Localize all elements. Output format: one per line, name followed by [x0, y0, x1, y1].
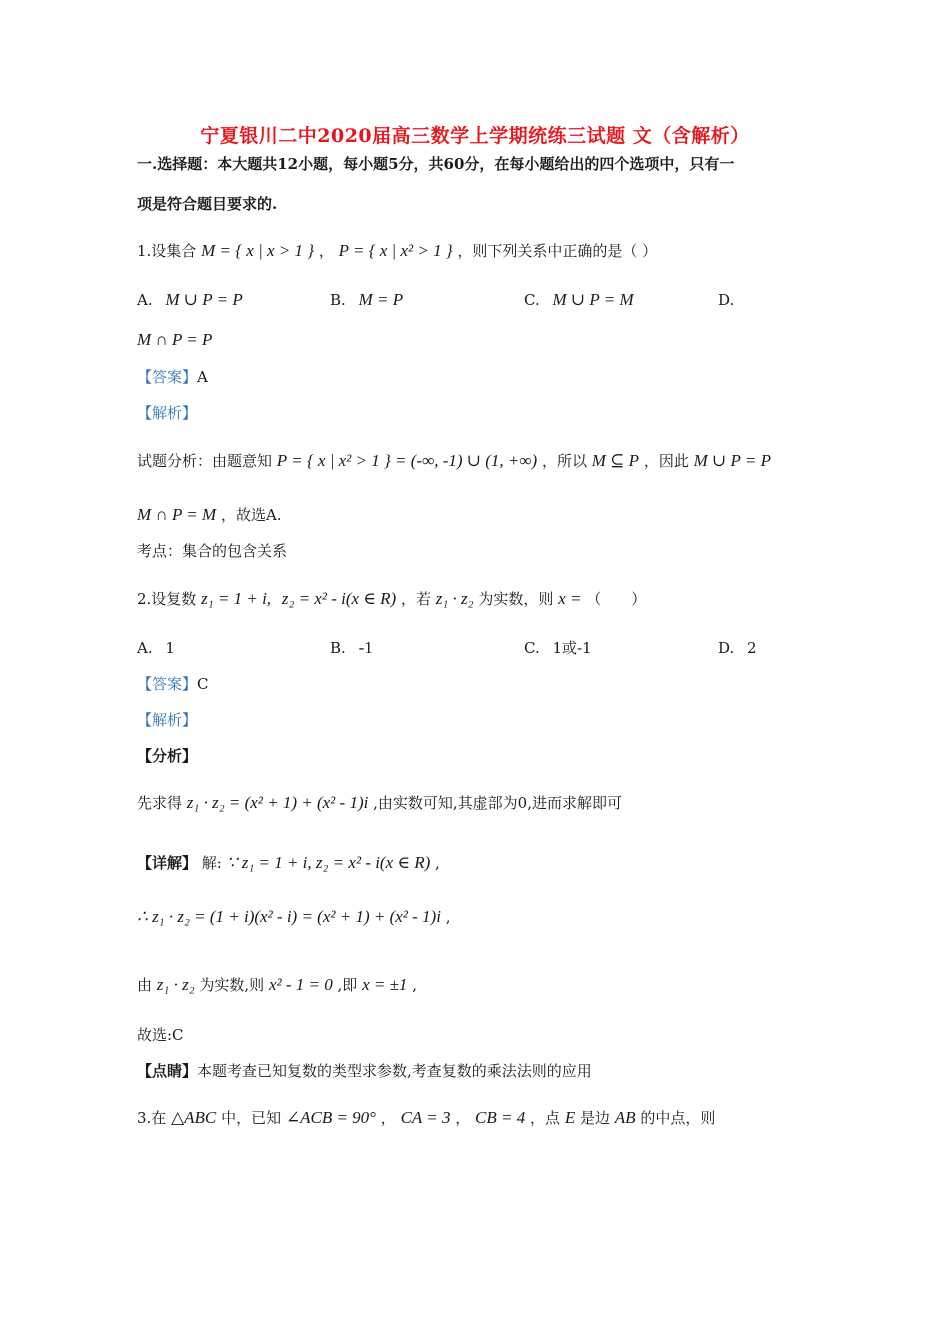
- q1-stem: [137, 241, 657, 261]
- q1-suffix: ，则下列关系中正确的是（ ）: [457, 242, 658, 260]
- q2-fenxi-formula: z₁ · z₂ = (x² + 1) + (x² - 1)i: [186, 793, 369, 812]
- q2-option-c-label: C.: [524, 639, 540, 657]
- section-heading-line1: 一.选择题：本大题共12小题，每小题5分，共60分，在每小题给出的四个选项中，只有一: [137, 155, 735, 173]
- q2-step3-prefix: 由: [137, 976, 153, 994]
- q1-analysis-subset: M ⊆ P: [591, 451, 640, 470]
- q1-option-a-label: A.: [137, 291, 153, 309]
- q1-answer-tag: 【答案】: [137, 368, 198, 386]
- q2-step3-mid: 为实数,则: [199, 976, 265, 994]
- q2-step3-product: z₁ · z₂: [156, 975, 195, 994]
- q1-sep: ，: [318, 242, 334, 260]
- q2-option-d-text: 2: [747, 639, 757, 657]
- q2-option-b-text: -1: [358, 638, 373, 657]
- q1-analysis-mid: ，所以: [541, 452, 587, 470]
- q2-prefix: 2.设复数: [137, 590, 197, 608]
- q3-cb: CB = 4: [475, 1108, 526, 1127]
- q1-option-b-text: M = P: [358, 290, 404, 309]
- q3-side-ab: AB: [614, 1108, 636, 1127]
- q2-option-c: [524, 638, 592, 658]
- q2-step2-suffix: ,: [445, 908, 451, 926]
- q2-option-b-label: B.: [330, 639, 346, 657]
- q1-analysis-prefix: 试题分析：由题意知: [137, 452, 273, 470]
- q1-prefix: 1.设集合: [137, 242, 197, 260]
- q2-option-a-text: 1: [165, 639, 175, 657]
- q1-option-b-label: B.: [330, 291, 346, 309]
- q2-option-b: [330, 638, 373, 658]
- q3-mid2: ，点: [530, 1109, 561, 1127]
- q3-comma1: ，: [380, 1109, 396, 1127]
- q3-triangle: △ABC: [171, 1108, 217, 1127]
- q3-angle: ∠ACB = 90°: [285, 1108, 376, 1127]
- q2-answer-tag: 【答案】: [137, 675, 198, 693]
- q1-analysis-formula: P = { x | x² > 1 } = (-∞, -1) ∪ (1, +∞): [276, 451, 538, 470]
- q1-option-c-label: C.: [524, 291, 540, 309]
- q2-answer-value: C: [197, 675, 209, 693]
- q1-answer-value: A: [197, 368, 208, 386]
- q2-option-a-label: A.: [137, 639, 153, 657]
- q2-z2: z₂ = x² - i(x ∈ R): [281, 589, 397, 608]
- q2-mid2: 为实数，则: [478, 590, 554, 608]
- q2-option-a: [137, 638, 175, 658]
- q2-detail-formula: ∵ z₁ = 1 + i, z₂ = x² - i(x ∈ R): [226, 853, 431, 872]
- q3-point-e: E: [564, 1108, 576, 1127]
- q2-step3-suffix: ,: [412, 976, 417, 994]
- q1-analysis-union: M ∪ P = P: [693, 451, 771, 470]
- q2-detail: [137, 853, 440, 873]
- q1-option-d: [718, 290, 734, 310]
- q1-option-d-text: M ∩ P = P: [137, 330, 213, 349]
- q1-option-c-text: M ∪ P = M: [552, 290, 634, 309]
- q2-option-d: [718, 638, 757, 658]
- q2-detail-tag: 【详解】: [137, 854, 198, 872]
- q3-mid3: 是边: [579, 1109, 610, 1127]
- q2-fenxi-tag: 【分析】: [137, 747, 198, 765]
- q1-set-m: M = { x | x > 1 }: [201, 241, 315, 260]
- q2-detail-suffix: ,: [435, 854, 440, 872]
- q1-analysis-line2: [137, 505, 282, 525]
- q2-dianjing: [137, 1061, 592, 1081]
- q2-dianjing-tag: 【点睛】: [137, 1062, 198, 1080]
- q2-suffix: （ ）: [586, 590, 647, 608]
- q3-suffix: 的中点，则: [640, 1109, 716, 1127]
- q2-fenxi: [137, 793, 622, 813]
- q2-step2: [137, 907, 451, 927]
- q1-answer: [137, 367, 208, 387]
- q2-fenxi-prefix: 先求得: [137, 794, 183, 812]
- q2-option-c-text: 1或-1: [552, 639, 592, 657]
- q3-ca: CA = 3: [400, 1108, 451, 1127]
- q1-analysis-line1: [137, 451, 771, 471]
- q1-option-b: [330, 290, 403, 310]
- q2-choose: 故选:C: [137, 1026, 184, 1044]
- q3-comma2: ，: [455, 1109, 471, 1127]
- q3-prefix: 3.在: [137, 1109, 167, 1127]
- section-heading-line2: 项是符合题目要求的.: [137, 195, 278, 213]
- q2-step3: [137, 975, 417, 995]
- q1-option-d-label: D.: [718, 291, 735, 309]
- q2-fenxi-suffix: ,由实数可知,其虚部为0,进而求解即可: [373, 794, 622, 812]
- q2-analysis-tag: 【解析】: [137, 711, 198, 729]
- q2-detail-prefix: 解:: [201, 854, 222, 872]
- q2-option-d-label: D.: [718, 639, 735, 657]
- q1-analysis-tag: 【解析】: [137, 404, 198, 422]
- q2-product: z₁ · z₂: [435, 589, 474, 608]
- q2-step3-result: x = ±1: [362, 975, 408, 994]
- q2-answer: [137, 674, 209, 694]
- q1-option-c: [524, 290, 634, 310]
- q2-mid: ，若: [400, 590, 431, 608]
- q1-set-p: P = { x | x² > 1 }: [338, 241, 453, 260]
- q3-stem: [137, 1108, 715, 1128]
- q2-step2-formula: ∴ z₁ · z₂ = (1 + i)(x² - i) = (x² + 1) + (x² - 1)i: [137, 907, 441, 926]
- q1-analysis-conclusion: ，故选A.: [220, 506, 282, 524]
- q1-option-a: [137, 290, 243, 310]
- q1-kaodian: 考点：集合的包含关系: [137, 542, 288, 560]
- q2-step3-equation: x² - 1 = 0: [268, 975, 333, 994]
- q2-step3-mid2: ,即: [337, 976, 358, 994]
- q1-analysis-intersection: M ∩ P = M: [137, 505, 217, 524]
- q2-stem: [137, 589, 646, 609]
- q2-z1: z₁ = 1 + i,: [201, 589, 272, 608]
- q2-xeq: x =: [558, 589, 582, 608]
- q3-mid1: 中，已知: [221, 1109, 282, 1127]
- document-title: 宁夏银川二中2020届高三数学上学期统练三试题 文（含解析）: [200, 125, 750, 147]
- q2-dianjing-text: 本题考查已知复数的类型求参数,考查复数的乘法法则的应用: [197, 1062, 592, 1080]
- q1-option-a-text: M ∪ P = P: [165, 290, 243, 309]
- q1-analysis-mid2: ，因此: [643, 452, 689, 470]
